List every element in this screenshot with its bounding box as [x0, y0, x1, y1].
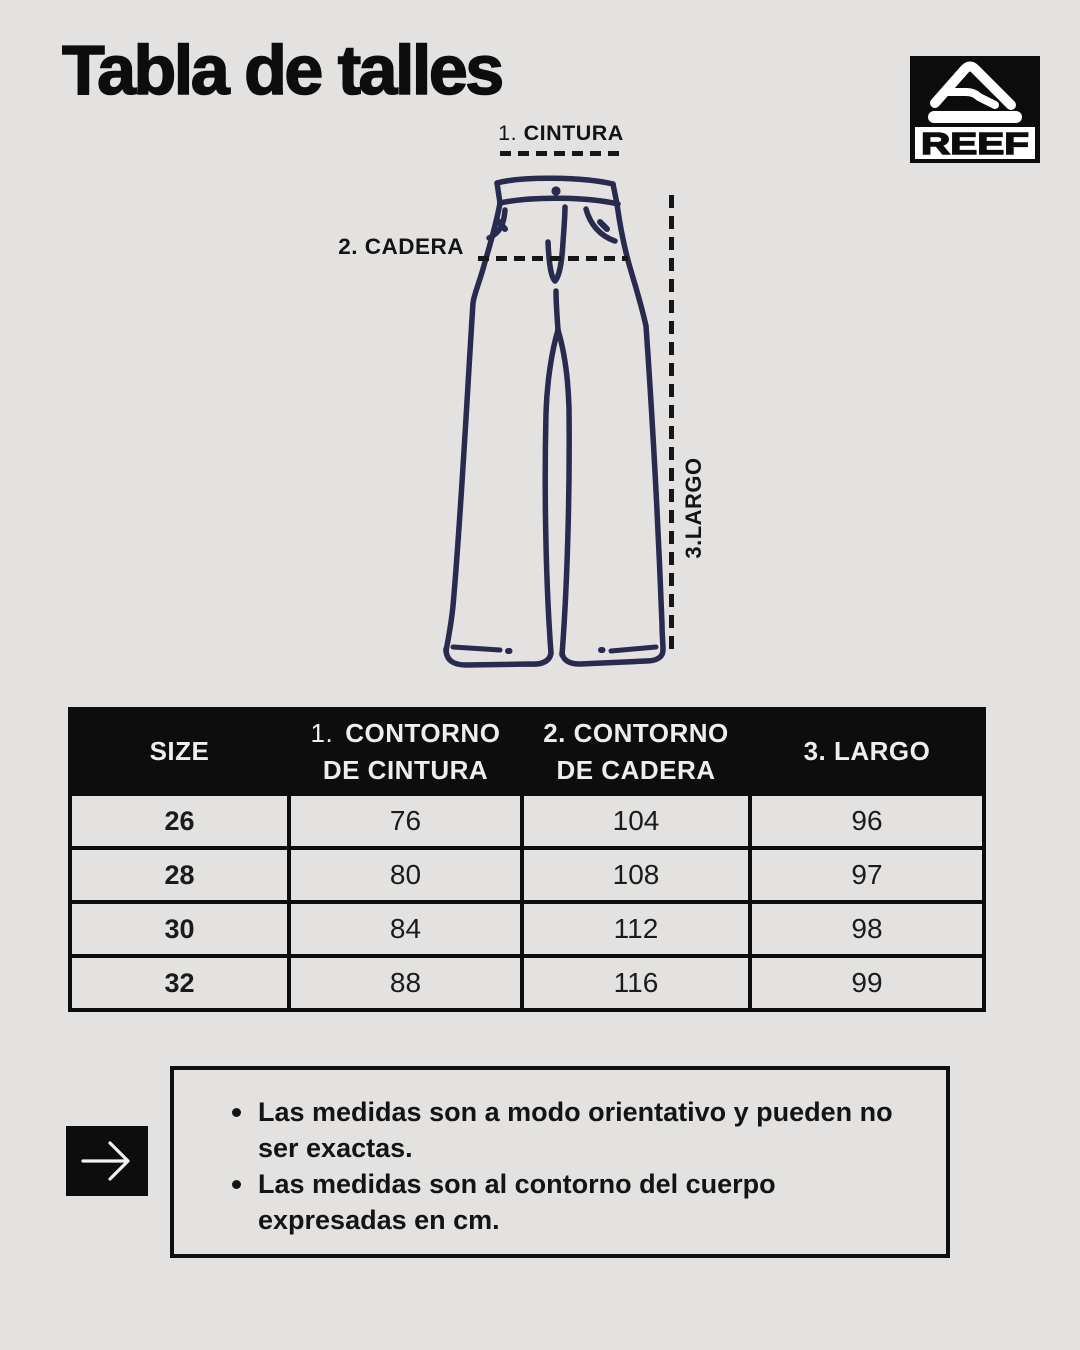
cell-hip: 116	[522, 956, 750, 1010]
cell-size: 32	[70, 956, 289, 1010]
length-label: 3.LARGO	[681, 457, 706, 559]
cell-length: 98	[750, 902, 984, 956]
page-title: Tabla de talles	[62, 31, 502, 109]
waist-label	[494, 121, 628, 146]
waist-label-number: 1.	[498, 121, 518, 145]
note-item: Las medidas son al contorno del cuerpo expresadas en cm.	[230, 1166, 910, 1238]
notes-list	[230, 1094, 910, 1238]
cell-hip: 108	[522, 848, 750, 902]
brand-name: REEF	[921, 126, 1029, 161]
table-header-row	[70, 709, 984, 794]
header-waist	[289, 709, 522, 794]
cell-hip: 112	[522, 902, 750, 956]
hip-dash-line	[478, 256, 628, 261]
cell-waist: 84	[289, 902, 522, 956]
header-waist-number: 1.	[310, 717, 334, 748]
next-arrow-button[interactable]	[66, 1126, 148, 1196]
note-item: Las medidas son a modo orientativo y pueden no ser exactas.	[230, 1094, 910, 1166]
waist-label-text: CINTURA	[523, 121, 624, 145]
brand-logo	[910, 56, 1040, 163]
cell-hip: 104	[522, 794, 750, 848]
cell-size: 28	[70, 848, 289, 902]
header-hip-line1: 2. CONTORNO	[543, 717, 729, 748]
cell-waist: 76	[289, 794, 522, 848]
header-waist-line2: DE CINTURA	[322, 754, 489, 785]
header-hip	[522, 709, 750, 794]
table-row	[70, 848, 984, 902]
cell-length: 97	[750, 848, 984, 902]
size-table	[68, 707, 986, 1012]
header-waist-line1: CONTORNO	[345, 717, 501, 748]
table-row	[70, 794, 984, 848]
table-row	[70, 956, 984, 1010]
notes-box	[170, 1066, 950, 1258]
table-row	[70, 902, 984, 956]
hip-label: 2. CADERA	[338, 234, 464, 259]
cell-length: 99	[750, 956, 984, 1010]
length-dash-line	[669, 195, 674, 651]
cell-size: 26	[70, 794, 289, 848]
pants-illustration	[428, 166, 690, 686]
waist-dash-line	[500, 151, 620, 156]
cell-waist: 80	[289, 848, 522, 902]
header-hip-line2: DE CADERA	[556, 754, 716, 785]
reef-wave-icon	[910, 56, 1040, 163]
cell-waist: 88	[289, 956, 522, 1010]
header-size: SIZE	[70, 709, 289, 794]
header-length: 3. LARGO	[750, 709, 984, 794]
cell-size: 30	[70, 902, 289, 956]
cell-length: 96	[750, 794, 984, 848]
arrow-right-icon	[77, 1138, 137, 1184]
